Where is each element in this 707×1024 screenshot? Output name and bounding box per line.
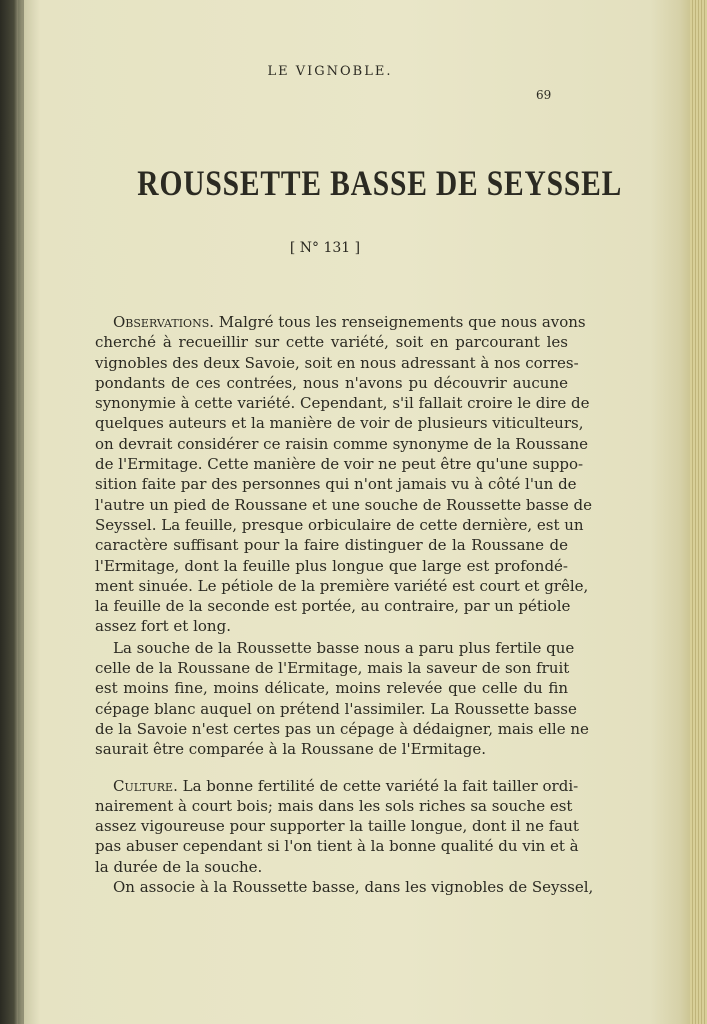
line-text: ment sinuée. Le pétiole de la première variété est court et grêle, [95, 576, 589, 595]
line-text: cherché à recueillir sur cette variété, soit en parcourant les [95, 333, 568, 352]
line-text: pondants de ces contrées, nous n'avons pu découvrir aucune [95, 373, 568, 392]
page-edges [690, 0, 707, 1024]
text-line [95, 474, 577, 494]
line-text: pas abuser cependant si l'on tient à la bonne qualité du vin et à [95, 837, 579, 856]
line-text: on devrait considérer ce raisin comme synonyme de la Roussane [95, 434, 589, 453]
line-text: quelques auteurs et la manière de voir de plusieurs viticulteurs, [95, 414, 584, 433]
text-line [95, 678, 568, 698]
line-text: assez vigoureuse pour supporter la taille longue, dont il ne faut [95, 817, 579, 836]
text-line [95, 857, 568, 877]
text-line [95, 719, 589, 739]
text-line [95, 816, 579, 836]
line-text: On associe à la Roussette basse, dans les vignobles de Seyssel, [113, 878, 594, 897]
line-text: Seyssel. La feuille, presque orbiculaire de cette dernière, est un [95, 515, 584, 534]
line-text: Malgré tous les renseignements que nous avons [214, 313, 586, 331]
variety-number: [ N° 131 ] [289, 240, 361, 256]
text-line [95, 576, 589, 596]
section-lead: Culture. [113, 776, 178, 795]
text-line [95, 796, 573, 816]
section-lead: Observations. [113, 313, 215, 331]
line-text: saurait être comparée à la Roussane de l'Ermitage. [95, 740, 486, 759]
text-line [95, 638, 575, 658]
line-text: caractère suffisant pour la faire distinguer de la Roussane de [95, 536, 568, 555]
line-text: celle de la Roussane de l'Ermitage, mais la saveur de son fruit [95, 659, 570, 678]
line-text: de l'Ermitage. Cette manière de voir ne peut être qu'une suppo- [95, 455, 584, 474]
text-line [95, 454, 584, 474]
text-line [95, 535, 568, 555]
line-text: synonymie à cette variété. Cependant, s'il fallait croire le dire de [95, 394, 590, 413]
text-line [95, 373, 568, 393]
text-line [95, 312, 586, 332]
text-line [95, 332, 568, 352]
text-line [95, 353, 579, 373]
book-spine [18, 0, 24, 1024]
text-line [95, 596, 571, 616]
text-line [95, 495, 592, 515]
running-head: LE VIGNOBLE. [267, 64, 393, 79]
body-text [95, 312, 594, 897]
page-title: ROUSSETTE BASSE DE SEYSSEL [137, 163, 623, 203]
line-text: La souche de la Roussette basse nous a paru plus fertile que [113, 638, 575, 657]
line-text: de la Savoie n'est certes pas un cépage à dédaigner, mais elle ne [95, 719, 589, 738]
line-text: est moins fine, moins délicate, moins relevée que celle du fin [95, 679, 568, 698]
text-line [95, 699, 577, 719]
line-text: sition faite par des personnes qui n'ont jamais vu à côté l'un de [95, 475, 577, 494]
line-text: la feuille de la seconde est portée, au contraire, par un pétiole [95, 597, 571, 616]
section-gap [95, 760, 568, 776]
line-text: assez fort et long. [95, 617, 231, 636]
text-line [95, 836, 579, 856]
line-text: La bonne fertilité de cette variété la fait tailler ordi- [177, 776, 579, 795]
text-line [95, 515, 584, 535]
line-text: la durée de la souche. [95, 857, 263, 876]
line-text: nairement à court bois; mais dans les sols riches sa souche est [95, 796, 573, 815]
text-line [95, 413, 584, 433]
text-line [95, 616, 568, 636]
line-text: cépage blanc auquel on prétend l'assimiler. La Roussette basse [95, 699, 577, 718]
text-line [95, 434, 589, 454]
line-text: vignobles des deux Savoie, soit en nous adressant à nos corres- [95, 353, 579, 372]
line-text: l'autre un pied de Roussane et une souche de Roussette basse de [95, 495, 592, 514]
text-line [95, 556, 568, 576]
text-line [95, 739, 568, 759]
line-text: l'Ermitage, dont la feuille plus longue que large est profondé- [95, 556, 568, 575]
text-line [95, 393, 590, 413]
text-line [95, 776, 579, 796]
text-line [95, 658, 568, 678]
text-line [95, 877, 594, 897]
page-number: 69 [536, 88, 552, 102]
